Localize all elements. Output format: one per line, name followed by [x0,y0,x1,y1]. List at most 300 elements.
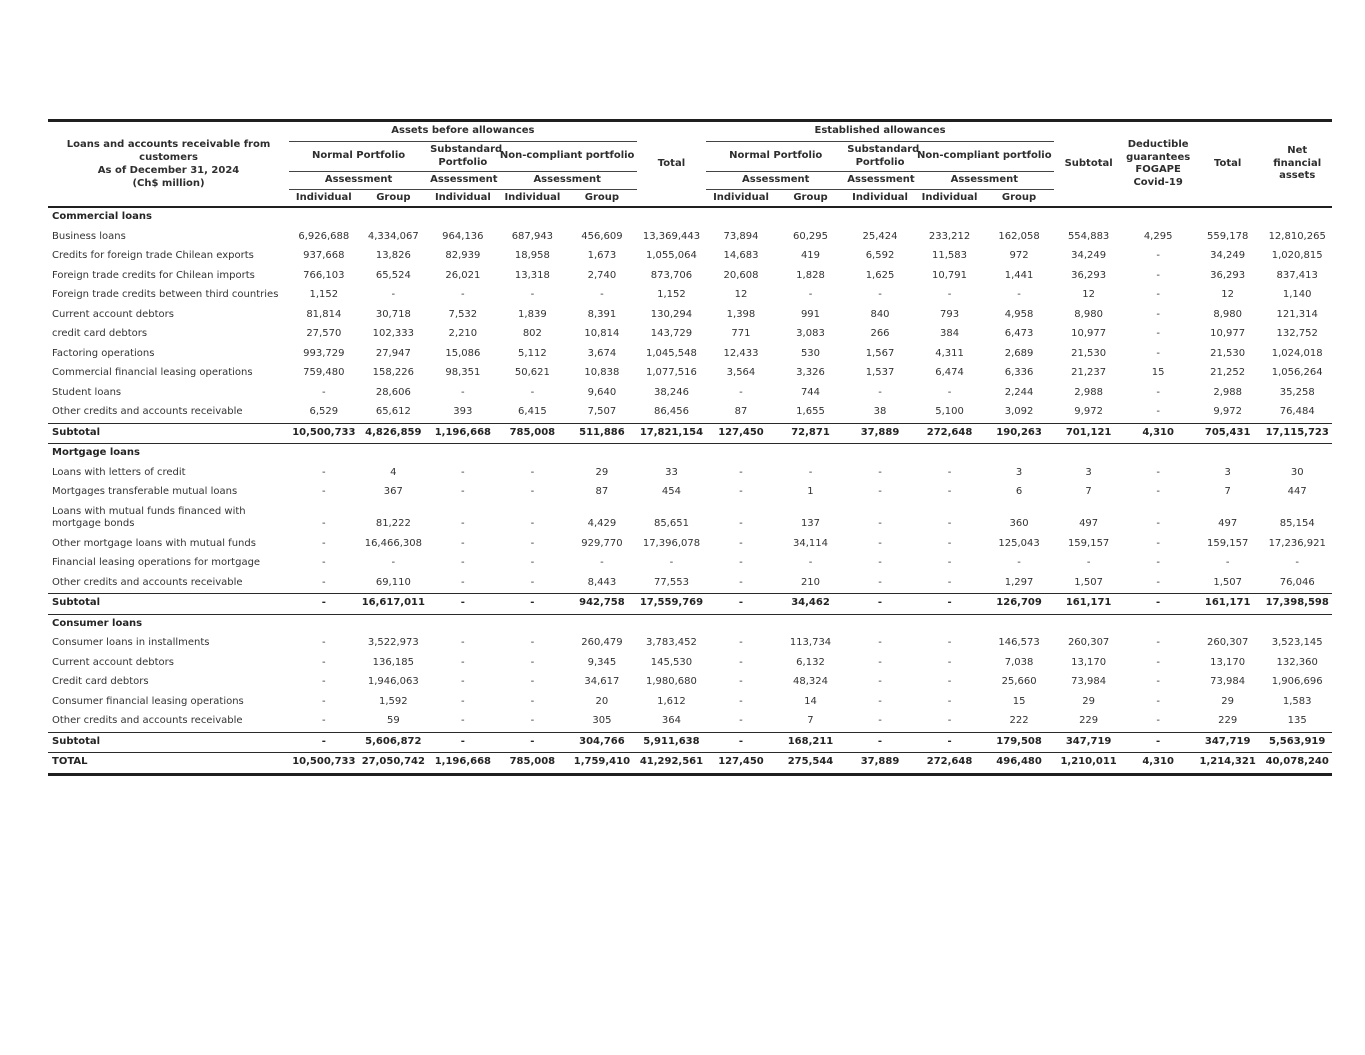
cell-value: 36,293 [1210,269,1246,281]
cell-value: 1,980,680 [646,676,697,687]
cell-value: 65,524 [375,269,411,281]
table-row [48,712,1332,732]
row-label: Other credits and accounts receivable [52,715,243,726]
table-row [48,535,1332,555]
cell-value: 1,612 [657,695,686,707]
cell-value: 1,673 [587,250,617,261]
cell-value: - [1156,695,1160,707]
cell-value: - [947,576,952,588]
cell-value: 17,821,154 [637,423,707,444]
cell-value: 10,500,733 [289,753,359,775]
cell-value: - [808,289,813,300]
cell-value: - [1123,594,1193,615]
row-label: Current account debtors [52,656,174,668]
cell-value: 16,617,011 [359,594,429,615]
cell-value: 35,258 [1279,386,1315,398]
subtotal-row [48,594,1332,615]
cell-value: 159,157 [1067,537,1110,549]
cell-value: - [1086,557,1091,568]
cell-value: 26,021 [445,269,481,281]
cell-value: 132,360 [1276,656,1318,668]
cell-value: - [947,557,952,568]
cell-value: 3,674 [587,347,617,359]
cell-value: - [461,518,465,529]
cell-value: - [391,557,396,568]
cell-value: - [530,466,535,478]
cell-value: 8,443 [587,576,617,588]
cell-value: 60,295 [792,230,828,242]
cell-value: - [1156,466,1160,478]
cell-value: - [878,676,882,687]
cell-value: 6,529 [309,406,339,417]
table-row [48,673,1332,693]
row-label: Subtotal [48,423,289,444]
cell-value: 1,056,264 [1271,367,1323,378]
cell-value: 161,171 [1193,594,1263,615]
cell-value: 126,709 [984,594,1054,615]
cell-value: 393 [453,406,473,417]
section-header-row [48,444,1332,464]
assessment-header: Assessment [706,172,845,190]
row-label: Other mortgage loans with mutual funds [52,537,256,549]
cell-value: 4,429 [587,518,617,529]
cell-value: - [322,518,326,529]
cell-value: 179,508 [984,732,1054,753]
substandard-portfolio-allowances-header: Substandard Portfolio [845,142,915,172]
cell-value: - [530,537,535,549]
cell-value: 17,398,598 [1262,594,1332,615]
cell-value: 1,759,410 [567,753,637,775]
assessment-header: Assessment [289,172,428,190]
cell-value: 1,297 [1004,576,1034,588]
cell-value: 168,211 [776,732,846,753]
cell-value: 7 [1085,486,1092,497]
cell-value: - [878,715,882,726]
table-row [48,384,1332,404]
cell-value: - [878,537,882,549]
cell-value: 3,523,145 [1271,637,1323,648]
cell-value: - [1156,557,1160,568]
cell-value: - [289,732,359,753]
cell-value: 13,826 [375,250,411,261]
cell-value: 6,926,688 [298,230,350,242]
cell-value: 1,839 [518,308,547,320]
cell-value: 30,718 [375,308,411,320]
cell-value: 305 [592,715,612,726]
cell-value: 14 [804,695,817,707]
cell-value: 11,583 [932,250,968,261]
cell-value: 17,396,078 [642,537,701,549]
assessment-header: Assessment [915,172,1054,190]
cell-value: 1,828 [796,269,825,281]
cell-value: 98,351 [445,367,481,378]
cell-value: 8,980 [1213,308,1242,320]
row-label: Credits for foreign trade Chilean exports [52,250,254,261]
cell-value: - [739,466,743,478]
cell-value: - [530,676,535,687]
cell-value: 2,244 [1004,386,1034,398]
cell-value: 6 [1015,486,1023,497]
cell-value: 210 [800,576,821,588]
cell-value: 1,583 [1282,695,1312,707]
cell-value: - [461,576,465,588]
cell-value: - [530,715,535,726]
cell-value: - [947,676,952,687]
table-row [48,247,1332,267]
cell-value: 964,136 [442,230,484,242]
group-column-header: Group [359,189,429,207]
cell-value: - [322,537,326,549]
cell-value: 3 [1085,466,1092,478]
row-label: Factoring operations [52,347,155,359]
cell-value: 14,683 [723,250,759,261]
cell-value: 229 [1079,715,1099,726]
cell-value: 347,719 [1054,732,1124,753]
cell-value: - [739,637,743,648]
cell-value: 5,911,638 [637,732,707,753]
row-label: Commercial financial leasing operations [52,367,253,378]
cell-value: 1,906,696 [1271,676,1323,687]
group-column-header: Group [984,189,1054,207]
cell-value: 744 [800,386,821,398]
cell-value: 802 [522,328,542,339]
cell-value: 1,210,011 [1054,753,1124,775]
cell-value: 272,648 [915,423,985,444]
cell-value: - [322,637,326,648]
cell-value: - [289,594,359,615]
cell-value: 991 [800,308,821,320]
cell-value: 9,640 [587,386,617,398]
table-row [48,403,1332,423]
cell-value: 38,246 [653,386,689,398]
cell-value: 73,894 [723,230,759,242]
individual-column-header: Individual [706,189,776,207]
cell-value: 3,083 [796,328,825,339]
cell-value: 161,171 [1054,594,1124,615]
cell-value: 1,592 [379,695,408,707]
cell-value: - [739,537,743,549]
table-row [48,574,1332,594]
cell-value: 1,024,018 [1271,347,1323,359]
cell-value: 530 [800,347,821,359]
cell-value: 7 [1224,486,1231,497]
cell-value: 687,943 [511,230,554,242]
cell-value: 3,522,973 [367,637,419,648]
cell-value: - [498,732,568,753]
cell-value: 4 [390,466,397,478]
cell-value: 222 [1009,715,1029,726]
cell-value: - [947,486,952,497]
cell-value: 6,474 [935,367,964,378]
cell-value: 7 [807,715,814,726]
cell-value: 3,564 [726,367,756,378]
row-label: Consumer loans in installments [52,637,210,648]
row-label: Foreign trade credits between third countries [52,289,279,300]
cell-value: 2,210 [448,328,478,339]
table-row [48,464,1332,484]
cell-value: 87 [595,486,609,497]
cell-value: 5,563,919 [1262,732,1332,753]
row-label: Financial leasing operations for mortgage [52,557,261,568]
cell-value: 27,570 [306,328,342,339]
cell-value: 1 [807,486,814,497]
allowances-subtotal-header: Subtotal [1054,121,1124,208]
cell-value: 1,567 [865,347,895,359]
section-title: Commercial loans [52,211,152,222]
header-group-row [48,121,1332,142]
cell-value: - [739,486,743,497]
table-title [48,121,289,208]
cell-value: 13,318 [514,269,550,281]
cell-value: 1,625 [865,269,895,281]
cell-value: - [878,386,882,398]
cell-value: 6,415 [518,406,547,417]
cell-value: 7,507 [587,406,617,417]
cell-value: - [461,537,465,549]
cell-value: 837,413 [1276,269,1318,281]
cell-value: 130,294 [650,308,693,320]
cell-value: 364 [661,715,681,726]
cell-value: 28,606 [375,386,411,398]
cell-value: 4,826,859 [359,423,429,444]
noncompliant-portfolio-allowances-header: Non-compliant portfolio [915,142,1054,172]
cell-value: 17,236,921 [1268,537,1326,549]
cell-value: 34,249 [1071,250,1107,261]
cell-value: 1,196,668 [428,423,498,444]
cell-value: - [1295,557,1299,568]
cell-value: 1,441 [1004,269,1034,281]
cell-value: 146,573 [998,637,1040,648]
cell-value: 13,170 [1071,656,1107,668]
cell-value: 3 [1224,466,1231,478]
cell-value: - [1156,576,1160,588]
cell-value: 1,398 [726,308,756,320]
cell-value: 766,103 [303,269,345,281]
cell-value: 873,706 [650,269,693,281]
cell-value: 13,170 [1210,656,1246,668]
cell-value: 72,871 [776,423,846,444]
cell-value: 10,500,733 [289,423,359,444]
cell-value: - [947,466,952,478]
cell-value: 840 [870,308,890,320]
cell-value: - [600,289,604,300]
cell-value: - [322,486,326,497]
cell-value: - [1017,557,1021,568]
total-before-allowances-header: Total [637,121,707,208]
cell-value: 6,473 [1004,328,1034,339]
row-label: TOTAL [48,753,289,775]
cell-value: - [322,695,326,707]
cell-value: - [739,386,743,398]
allowances-total-header: Total [1193,121,1263,208]
cell-value: 8,980 [1074,308,1103,320]
table-row [48,228,1332,248]
cell-value: 554,883 [1067,230,1110,242]
table-row [48,483,1332,503]
cell-value: 16,466,308 [364,537,422,549]
cell-value: - [461,386,465,398]
row-label: Business loans [52,230,126,242]
cell-value: 559,178 [1206,230,1249,242]
cell-value: 121,314 [1276,308,1318,320]
row-label: Mortgages transferable mutual loans [52,486,238,497]
cell-value: 497 [1218,518,1238,529]
cell-value: - [1156,637,1160,648]
cell-value: 145,530 [650,656,693,668]
cell-value: 1,196,668 [428,753,498,775]
cell-value: 304,766 [567,732,637,753]
cell-value: 12,433 [723,347,759,359]
cell-value: 25,660 [1001,676,1037,687]
cell-value: - [947,695,952,707]
cell-value: - [322,466,326,478]
assessment-header: Assessment [845,172,915,190]
cell-value: 29 [1082,695,1095,707]
cell-value: - [878,576,882,588]
cell-value: 4,958 [1004,308,1034,320]
group-column-header: Group [776,189,846,207]
cell-value: 2,988 [1213,386,1242,398]
cell-value: - [1156,308,1160,320]
cell-value: 10,838 [584,367,620,378]
cell-value: - [461,637,465,648]
cell-value: - [322,576,326,588]
cell-value: 497 [1079,518,1099,529]
cell-value: 1,152 [657,289,686,300]
net-financial-assets-header: Net financial assets [1262,121,1332,208]
assets-before-allowances-header: Assets before allowances [289,121,637,142]
section-title: Consumer loans [52,617,143,629]
cell-value: - [739,518,743,529]
cell-value: 85,154 [1279,518,1315,529]
cell-value: 13,369,443 [642,230,701,242]
cell-value: - [1156,386,1160,398]
table-row [48,286,1332,306]
individual-column-header: Individual [845,189,915,207]
cell-value: 143,729 [650,328,693,339]
cell-value: 771 [731,328,751,339]
table-row [48,634,1332,654]
cell-value: 34,249 [1210,250,1246,261]
cell-value: - [461,695,465,707]
cell-value: 12 [734,289,748,300]
cell-value: - [530,557,535,568]
cell-value: 38 [873,406,887,417]
cell-value: 27,050,742 [359,753,429,775]
cell-value: - [1017,289,1021,300]
cell-value: - [845,594,915,615]
total-row [48,753,1332,775]
cell-value: - [600,557,604,568]
cell-value: 21,530 [1071,347,1107,359]
cell-value: 3,092 [1004,406,1034,417]
cell-value: 1,946,063 [367,676,419,687]
cell-value: 1,055,064 [646,250,697,261]
cell-value: 496,480 [984,753,1054,775]
cell-value: 81,814 [306,308,342,320]
cell-value: 12 [1221,289,1235,300]
cell-value: 59 [386,715,400,726]
cell-value: 793 [939,308,960,320]
cell-value: - [706,594,776,615]
cell-value: 3,326 [796,367,825,378]
cell-value: 40,078,240 [1262,753,1332,775]
cell-value: 21,252 [1210,367,1246,378]
cell-value: 233,212 [928,230,971,242]
row-label: Other credits and accounts receivable [52,576,243,588]
cell-value: - [878,518,882,529]
cell-value: 34,462 [776,594,846,615]
cell-value: - [530,695,535,707]
cell-value: - [391,289,396,300]
cell-value: 33 [665,466,678,478]
cell-value: - [1156,347,1160,359]
cell-value: 993,729 [303,347,345,359]
cell-value: 20,608 [723,269,759,281]
cell-value: 25,424 [862,230,898,242]
cell-value: - [947,715,952,726]
cell-value: - [706,732,776,753]
individual-column-header: Individual [915,189,985,207]
cell-value: 87 [734,406,748,417]
cell-value: 34,617 [584,676,620,687]
cell-value: 3 [1015,466,1023,478]
cell-value: 260,307 [1067,637,1110,648]
cell-value: 360 [1009,518,1029,529]
cell-value: 77,553 [653,576,689,588]
row-label: Student loans [52,386,122,398]
cell-value: - [739,656,743,668]
cell-value: - [461,676,465,687]
cell-value: 125,043 [998,537,1040,549]
cell-value: 260,307 [1206,637,1249,648]
cell-value: 1,507 [1213,576,1242,588]
cell-value: 972 [1009,250,1029,261]
cell-value: - [322,557,326,568]
table-title-line1: Loans and accounts receivable from customers [66,139,271,163]
cell-value: 162,058 [998,230,1040,242]
cell-value: - [739,715,743,726]
cell-value: - [461,289,465,300]
cell-value: 942,758 [567,594,637,615]
cell-value: - [739,557,743,568]
cell-value: 454 [661,486,681,497]
cell-value: 85,651 [653,518,689,529]
cell-value: 21,237 [1071,367,1107,378]
cell-value: 4,311 [935,347,964,359]
cell-value: 1,140 [1282,289,1312,300]
table-row [48,503,1332,535]
cell-value: 705,431 [1193,423,1263,444]
cell-value: - [530,386,535,398]
cell-value: 102,333 [372,328,415,339]
cell-value: 4,334,067 [367,230,419,242]
cell-value: - [530,656,535,668]
cell-value: - [947,518,952,529]
cell-value: - [428,732,498,753]
cell-value: 69,110 [375,576,411,588]
cell-value: 1,020,815 [1271,250,1323,261]
report-page [48,119,1332,776]
substandard-portfolio-before-header: Substandard Portfolio [428,142,498,172]
cell-value: - [915,594,985,615]
cell-value: 20 [595,695,609,707]
cell-value: 17,115,723 [1262,423,1332,444]
cell-value: 190,263 [984,423,1054,444]
row-label: credit card debtors [52,328,148,339]
cell-value: - [530,576,535,588]
cell-value: 701,121 [1054,423,1124,444]
